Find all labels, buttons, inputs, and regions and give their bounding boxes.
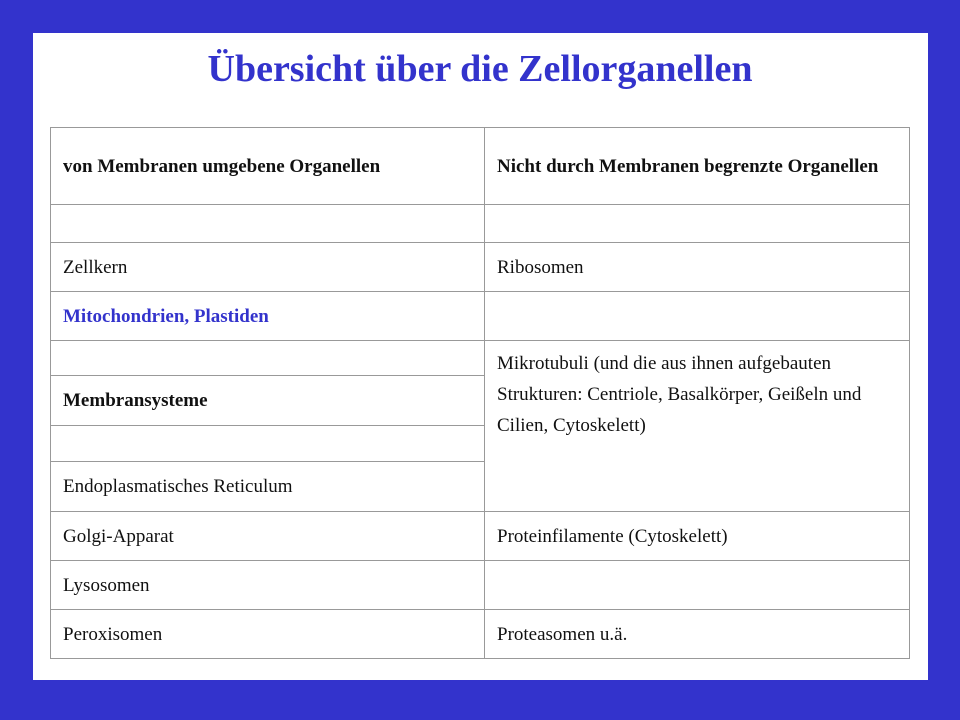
table-row [51,610,910,659]
cell-ribosomen: Ribosomen [485,243,910,292]
empty-cell [51,426,485,462]
cell-golgi-apparat: Golgi-Apparat [51,512,485,561]
empty-cell [485,292,910,341]
empty-cell [485,561,910,610]
cell-zellkern: Zellkern [51,243,485,292]
table-row [51,292,910,341]
cell-membransysteme: Membransysteme [51,376,485,426]
cell-proteinfilamente: Proteinfilamente (Cytoskelett) [485,512,910,561]
header-membrane-organelles: von Membranen umgebene Organellen [51,128,485,205]
header-non-membrane-organelles: Nicht durch Membranen begrenzte Organellen [485,128,910,205]
cell-mikrotubuli: Mikrotubuli (und die aus ihnen aufgebauten Strukturen: Centriole, Basalkörper, Geißeln und Cilien, Cytoskelett) [485,341,910,512]
cell-lysosomen: Lysosomen [51,561,485,610]
cell-peroxisomen: Peroxisomen [51,610,485,659]
table-row [51,243,910,292]
page-title: Übersicht über die Zellorganellen [207,48,753,90]
cell-endoplasmatisches-reticulum: Endoplasmatisches Reticulum [51,462,485,512]
empty-cell [51,205,485,243]
cell-proteasomen: Proteasomen u.ä. [485,610,910,659]
table-row [51,205,910,243]
table-row [51,561,910,610]
cell-mitochondrien-plastiden: Mitochondrien, Plastiden [51,292,485,341]
table-row [51,341,910,376]
table-row [51,512,910,561]
table-header-row [51,128,910,205]
empty-cell [51,341,485,376]
empty-cell [485,205,910,243]
organelle-table [50,127,910,659]
